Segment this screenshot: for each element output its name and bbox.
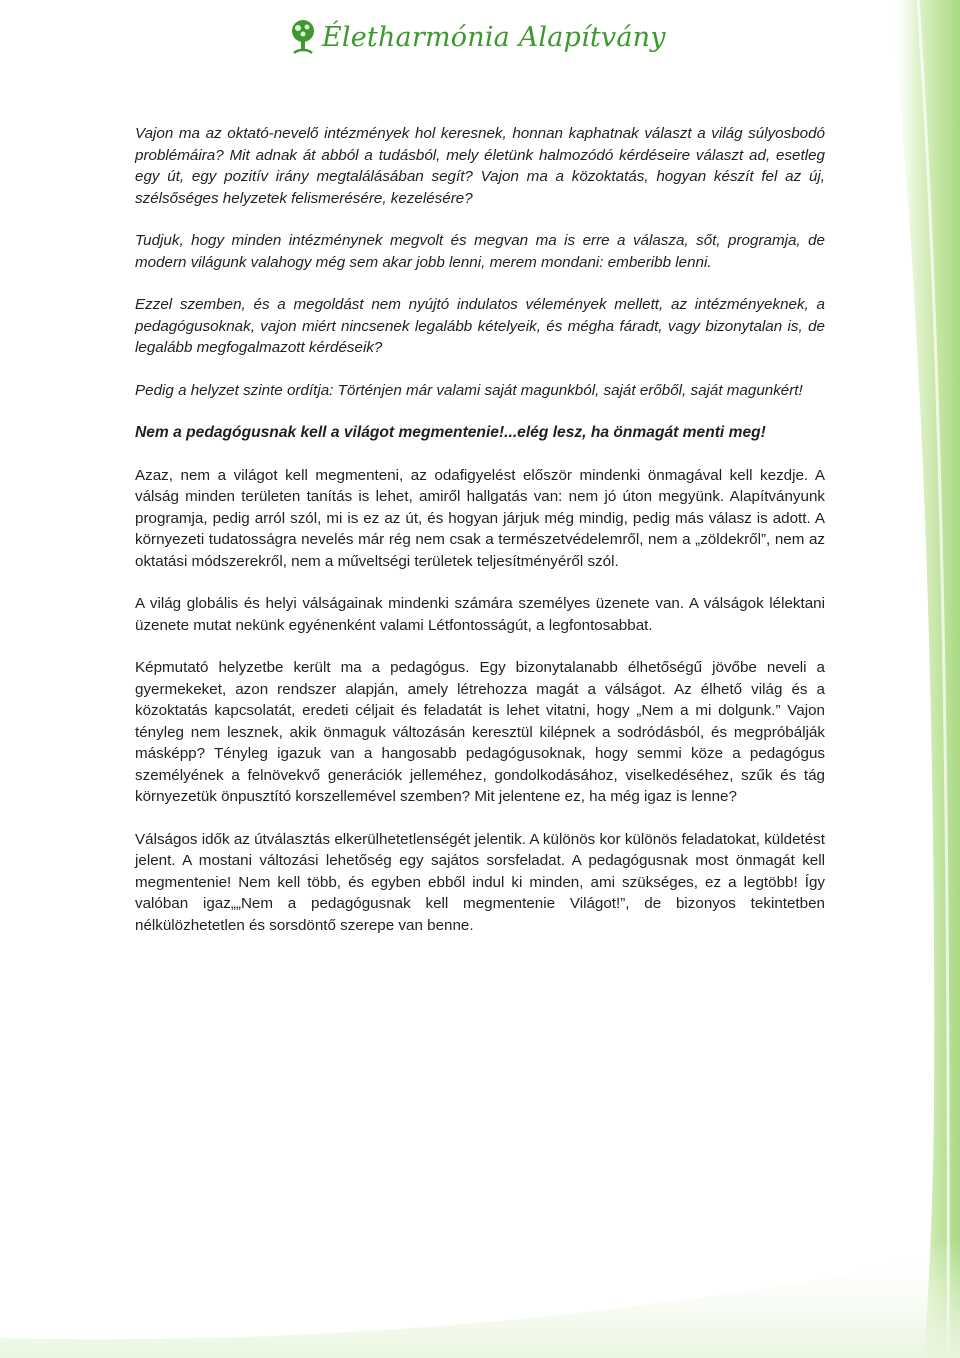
paragraph-7: A világ globális és helyi válságainak mindenki számára személyes üzenete van. A válságok lélektani üzenete mutat nekünk egyénenként valami Létfontosságút, a legfontosabbat. (135, 595, 825, 634)
paragraph-6: Azaz, nem a világot kell megmenteni, az odafigyelést először mindenki önmagával kell kezdje. A válság minden területen tanítás is lehet, amiről hallgatás van: nem jó úton megyünk. Alapítványunk programja, pedig arról szól, mi is ez az út, és hogyan járjuk még mindig, pedig más válasz is adott. A környezeti tudatosságra nevelés már rég nem csak a természetvédelemről, nem a „zöldekről”, nem az oktatási módszerekről, nem a műveltségi területek teljesítményéről szól. (135, 466, 825, 570)
logo-text: Életharmónia Alapítvány (322, 21, 666, 53)
paragraph-4: Pedig a helyzet szinte ordítja: Történjen már valami saját magunkból, saját erőből, saját magunkért! (135, 381, 803, 399)
decorative-bottom-wave (0, 1238, 960, 1358)
document-body (135, 123, 825, 957)
paragraph-1: Vajon ma az oktató-nevelő intézmények hol keresnek, honnan kaphatnak választ a világ súlyosbodó problémáira? Mit adnak át abból a tudásból, mely életünk halmozódó kérdéseire választ ad, esetleg egy út, egy pozitív irány megtalálásában segít? Vajon ma a közoktatás, hogyan készít fel az új, szélsőséges helyzetek felismerésére, kezelésére? (135, 125, 825, 207)
tree-icon (288, 18, 318, 56)
paragraph-5-emphasis: Nem a pedagógusnak kell a világot megmentenie!...elég lesz, ha önmagát menti meg! (135, 424, 766, 441)
paragraph-9: Válságos idők az útválasztás elkerülhetetlenségét jelentik. A különös kor különös feladatokat, küldetést jelent. A mostani változási lehetőség egy sajátos sorsfeladat. A pedagógusnak most önmagát kell megmentenie! Nem kell több, és egyben ebből indul ki minden, ami szükséges, ez a legtöbb! Így valóban igaz„„Nem a pedagógusnak kell megmentenie Világot!”, de bizonyos tekintetben nélkülözhetetlen és sorsdöntő szerepe van benne. (135, 830, 825, 934)
header-logo (288, 14, 666, 60)
decorative-green-band (870, 0, 960, 1358)
paragraph-3: Ezzel szemben, és a megoldást nem nyújtó indulatos vélemények mellett, az intézményeknek, a pedagógusoknak, vajon miért nincsenek legalább kételyeik, és mégha fáradt, vagy bizonytalan is, de legalább megfogalmazott kérdéseik? (135, 296, 825, 356)
paragraph-8: Képmutató helyzetbe került ma a pedagógus. Egy bizonytalanabb élhetőségű jövőbe neveli a gyermekeket, azon rendszer alapján, amely létrehozza magát a válságot. Az élhető világ és a közoktatás kapcsolatát, eredeti céljait és feladatát is lehet vitatni, hogy „Nem a mi dolgunk.” Vajon tényleg nem lesznek, akik önmaguk változásán keresztül kilépnek a sodródásból, és megpróbálják másképp? Tényleg igazuk van a hangosabb pedagógusoknak, hogy semmi köze a pedagógus személyének a felnövekvő generációk jelleméhez, gondolkodásához, viselkedéséhez, szűk és tág környezetük önpusztító korszellemével szemben? Mit jelentene ez, ha még igaz is lenne? (135, 659, 825, 805)
paragraph-2: Tudjuk, hogy minden intézménynek megvolt és megvan ma is erre a válasza, sőt, programja, de modern világunk valahogy még sem akar jobb lenni, merem mondani: emberibb lenni. (135, 232, 825, 271)
